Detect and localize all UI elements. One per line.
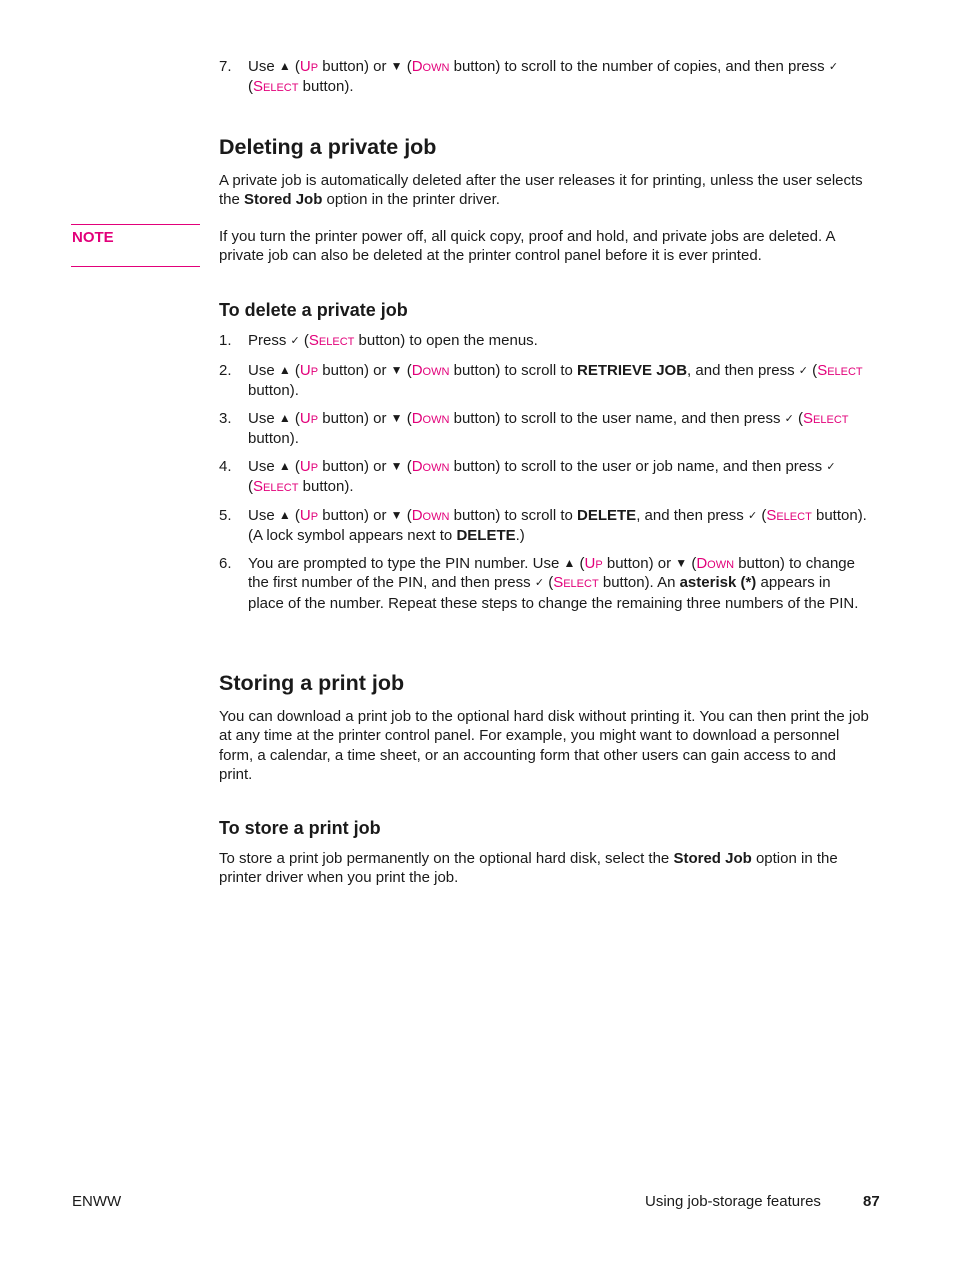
up-arrow-icon: ▲ [563, 556, 576, 570]
procedure-paragraph: To store a print job permanently on the optional hard disk, select the Stored Job option in the printer driver when you print the job. [219, 850, 838, 887]
note-bottom-rule [71, 266, 200, 267]
note-label: NOTE [72, 229, 114, 246]
checkmark-icon: ✓ [534, 577, 545, 590]
step-1: 1. Press ✓ (Select button) to open the menus. [219, 332, 538, 349]
up-key-label: Up [299, 410, 319, 427]
step-6: 6. You are prompted to type the PIN number. Use ▲ (Up button) or ▼ (Down button) to change the first number of the PIN, and then press ✓ (Select button). An asterisk (*) appears in place of the number. Repeat these steps to change the remaining three numbers of the PIN. [219, 555, 859, 612]
down-key-label: Down [411, 458, 450, 475]
up-key-label: Up [299, 362, 319, 379]
procedure-title-store: To store a print job [219, 818, 381, 838]
down-arrow-icon: ▼ [390, 411, 403, 425]
select-key-label: Select [553, 574, 599, 592]
checkmark-icon: ✓ [290, 335, 300, 347]
select-key-label: Select [766, 507, 812, 524]
checkmark-icon: ✓ [828, 61, 839, 73]
step-number: 7. [219, 58, 232, 75]
step-5: 5. Use ▲ (Up button) or ▼ (Down button) to scroll to DELETE, and then press ✓ (Select button). (A lock symbol appears next to DELETE.) [219, 507, 867, 545]
down-arrow-icon: ▼ [390, 363, 403, 377]
down-arrow-icon: ▼ [390, 459, 403, 473]
down-key-label: Down [411, 410, 450, 427]
up-key-label: Up [584, 555, 603, 572]
up-key-label: Up [299, 507, 319, 524]
step-2: 2. Use ▲ (Up button) or ▼ (Down button) to scroll to RETRIEVE JOB, and then press ✓ (Select button). [219, 362, 863, 400]
checkmark-icon: ✓ [826, 461, 836, 473]
note-text: If you turn the printer power off, all quick copy, proof and hold, and private jobs are deleted. A private job can also be deleted at the printer control panel before it is ever printed. [219, 228, 835, 265]
procedure-title-delete: To delete a private job [219, 300, 408, 320]
up-key-label: Up [299, 458, 319, 475]
step-7 [219, 57, 869, 97]
down-arrow-icon: ▼ [390, 508, 403, 522]
down-key-label: Down [696, 555, 735, 572]
checkmark-icon: ✓ [798, 365, 809, 377]
section-paragraph: You can download a print job to the optional hard disk without printing it. You can then print the job at any time at the printer control panel. For example, you might want to download a personnel form, a calendar, a time sheet, or an accounting form that other users can gain access to and print. [219, 708, 869, 783]
section-paragraph: A private job is automatically deleted after the user releases it for printing, unless the user selects the Stored Job option in the printer driver. [219, 172, 863, 209]
up-arrow-icon: ▲ [278, 363, 291, 377]
checkmark-icon: ✓ [747, 510, 758, 522]
down-key-label: Down [411, 507, 450, 524]
down-key-label: Down [411, 58, 450, 75]
select-key-label: Select [308, 332, 355, 349]
select-key-label: Select [817, 362, 863, 379]
checkmark-icon: ✓ [784, 413, 794, 425]
up-key-label: Up [299, 58, 319, 75]
section-title-deleting: Deleting a private job [219, 135, 437, 159]
step-text: Use ▲ (Up button) or ▼ (Down button) to scroll to the number of copies, and then press ✓ (Select button). [248, 58, 839, 96]
select-key-label: Select [803, 410, 849, 427]
step-3: 3. Use ▲ (Up button) or ▼ (Down button) to scroll to the user name, and then press ✓ (Select button). [219, 410, 849, 448]
page-number: 87 [863, 1193, 880, 1210]
up-arrow-icon: ▲ [278, 411, 291, 425]
down-key-label: Down [411, 362, 450, 379]
up-arrow-icon: ▲ [278, 508, 291, 522]
footer-left: ENWW [72, 1193, 122, 1210]
down-arrow-icon: ▼ [390, 59, 403, 73]
down-arrow-icon: ▼ [675, 556, 688, 570]
select-key-label: Select [253, 478, 299, 496]
up-arrow-icon: ▲ [278, 459, 291, 473]
footer-chapter-title: Using job-storage features [645, 1193, 821, 1210]
section-title-storing: Storing a print job [219, 671, 405, 695]
up-arrow-icon: ▲ [278, 59, 291, 73]
step-4: 4. Use ▲ (Up button) or ▼ (Down button) to scroll to the user or job name, and then press ✓ (Select button). [219, 458, 836, 496]
select-key-label: Select [253, 78, 299, 96]
note-top-rule [71, 224, 200, 225]
